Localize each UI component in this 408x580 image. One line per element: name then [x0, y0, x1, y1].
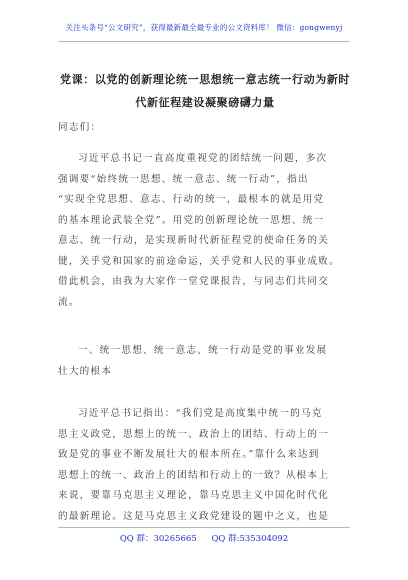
page-footer [0, 532, 408, 544]
paragraph-1 [58, 149, 358, 313]
paragraph-line: 流。 [58, 296, 80, 308]
salutation [58, 118, 358, 139]
paragraph-line: 致是党的事业不断发展壮大的根本所在。”靠什么来达到 [58, 449, 320, 460]
title-line-1: 党课：以党的创新理论统一思想统一意志统一行动为新时 [60, 73, 350, 86]
paragraph-line: “实现全党思想、意志、行动的统一，最根本的就是用党 [58, 194, 325, 205]
paragraph-line: 意志、统一行动，是实现新时代新征程党的使命任务的关 [58, 235, 330, 246]
paragraph-line: 习近平总书记一直高度重视党的团结统一问题，多次 [78, 153, 328, 164]
paragraph-2 [58, 404, 358, 527]
paragraph-line: 思想上的统一、政治上的团结和行动上的一致？从根本上 [58, 469, 330, 481]
heading-line: 壮大的根本 [58, 365, 113, 377]
paragraph-line: 习近平总书记指出：“我们党是高度集中统一的马克 [78, 408, 323, 419]
page-header: 关注头条号“公文研究”，获得最新最全最专业的公文资料库！ 微信：gongwenyj [65, 23, 343, 32]
paragraph-line: 来说，要靠马克思主义理论，靠马克思主义中国化时代化 [58, 490, 330, 501]
footer-qq-group-1: QQ 群：30265665 [119, 534, 197, 544]
paragraph-line: 强调要“始终统一思想、统一意志、统一行动”，指出 [58, 173, 309, 185]
heading-line: 一、统一思想、统一意志、统一行动是党的事业发展 [78, 345, 328, 356]
section-heading-1 [58, 341, 358, 382]
paragraph-line: 键，关乎党和国家的前途命运，关乎党和人民的事业成败。 [58, 255, 340, 267]
footer-divider [58, 527, 350, 528]
paragraph-line: 的最新理论。这是马克思主义政党建设的题中之义，也是 [58, 510, 330, 522]
salutation-text: 同志们： [58, 122, 102, 133]
paragraph-line: 的基本理论武装全党”。用党的创新理论统一思想、统一 [58, 214, 325, 226]
paragraph-line: 借此机会，由我为大家作一堂党课报告，与同志们共同交 [58, 276, 330, 287]
header-divider [58, 41, 350, 42]
title-line-2: 代新征程建设凝聚磅礴力量 [135, 96, 275, 109]
paragraph-line: 思主义政党，思想上的统一、政治上的团结、行动上的一 [58, 428, 330, 440]
footer-qq-group-2: QQ 群:535304092 [211, 534, 289, 544]
document-title [50, 68, 360, 114]
